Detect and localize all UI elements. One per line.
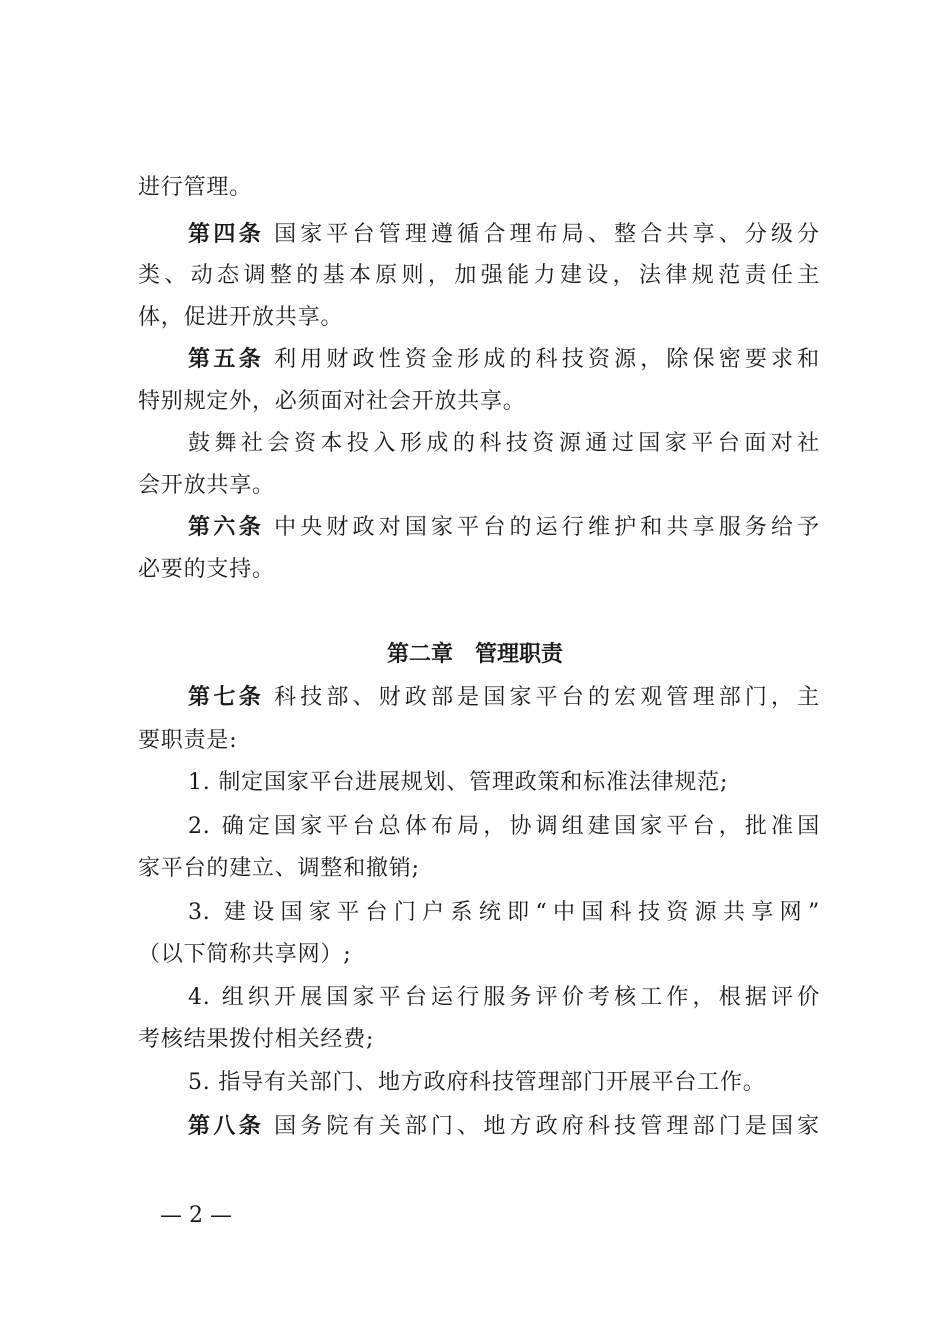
text-line: 鼓舞社会资本投入形成的科技资源通过国家平台面对社 — [188, 431, 820, 456]
text-line: （以下简称共享网）; — [138, 942, 352, 967]
list-item: 3. 建设国家平台门户系统即“中国科技资源共享网” — [188, 900, 820, 925]
article-5-text: 利用财政性资金形成的科技资源，除保密要求和 — [274, 347, 820, 372]
article-8-text: 国务院有关部门、地方政府科技管理部门是国家 — [274, 1114, 820, 1139]
article-8-label: 第八条 — [188, 1114, 265, 1139]
text-line: 类、动态调整的基本原则，加强能力建设，法律规范责任主 — [138, 263, 820, 288]
article-4-label: 第四条 — [188, 222, 265, 247]
text-line: 必要的支持。 — [138, 557, 275, 582]
page-number: — 2 — — [160, 1203, 232, 1228]
article-8-line-1 — [188, 1112, 820, 1142]
chapter-heading — [0, 640, 950, 670]
list-item: 5. 指导有关部门、地方政府科技管理部门开展平台工作。 — [188, 1070, 766, 1095]
text-line: 进行管理。 — [138, 175, 253, 200]
article-6-label: 第六条 — [188, 515, 265, 540]
article-6-line-1 — [188, 513, 820, 543]
chapter-title: 管理职责 — [475, 642, 564, 667]
text-line: 体，促进开放共享。 — [138, 305, 344, 330]
chapter-number: 第二章 — [386, 642, 453, 667]
list-item: 2. 确定国家平台总体布局，协调组建国家平台，批准国 — [188, 814, 820, 839]
article-7-text: 科技部、财政部是国家平台的宏观管理部门，主 — [274, 685, 820, 710]
list-item: 4. 组织开展国家平台运行服务评价考核工作，根据评价 — [188, 985, 820, 1010]
article-4-text: 国家平台管理遵循合理布局、整合共享、分级分 — [274, 222, 820, 247]
list-item: 1. 制定国家平台进展规划、管理政策和标准法律规范; — [188, 770, 729, 795]
article-4-line-1 — [188, 220, 820, 250]
text-line: 考核结果拨付相关经费; — [138, 1027, 375, 1052]
article-5-label: 第五条 — [188, 347, 265, 372]
article-7-line-1 — [188, 683, 820, 713]
article-6-text: 中央财政对国家平台的运行维护和共享服务给予 — [274, 515, 820, 540]
text-line: 会开放共享。 — [138, 473, 275, 498]
article-7-label: 第七条 — [188, 685, 265, 710]
text-line: 家平台的建立、调整和撤销; — [138, 856, 420, 881]
article-5-line-1 — [188, 345, 820, 375]
text-line: 要职责是: — [138, 728, 238, 753]
text-line: 特别规定外，必须面对社会开放共享。 — [138, 389, 526, 414]
